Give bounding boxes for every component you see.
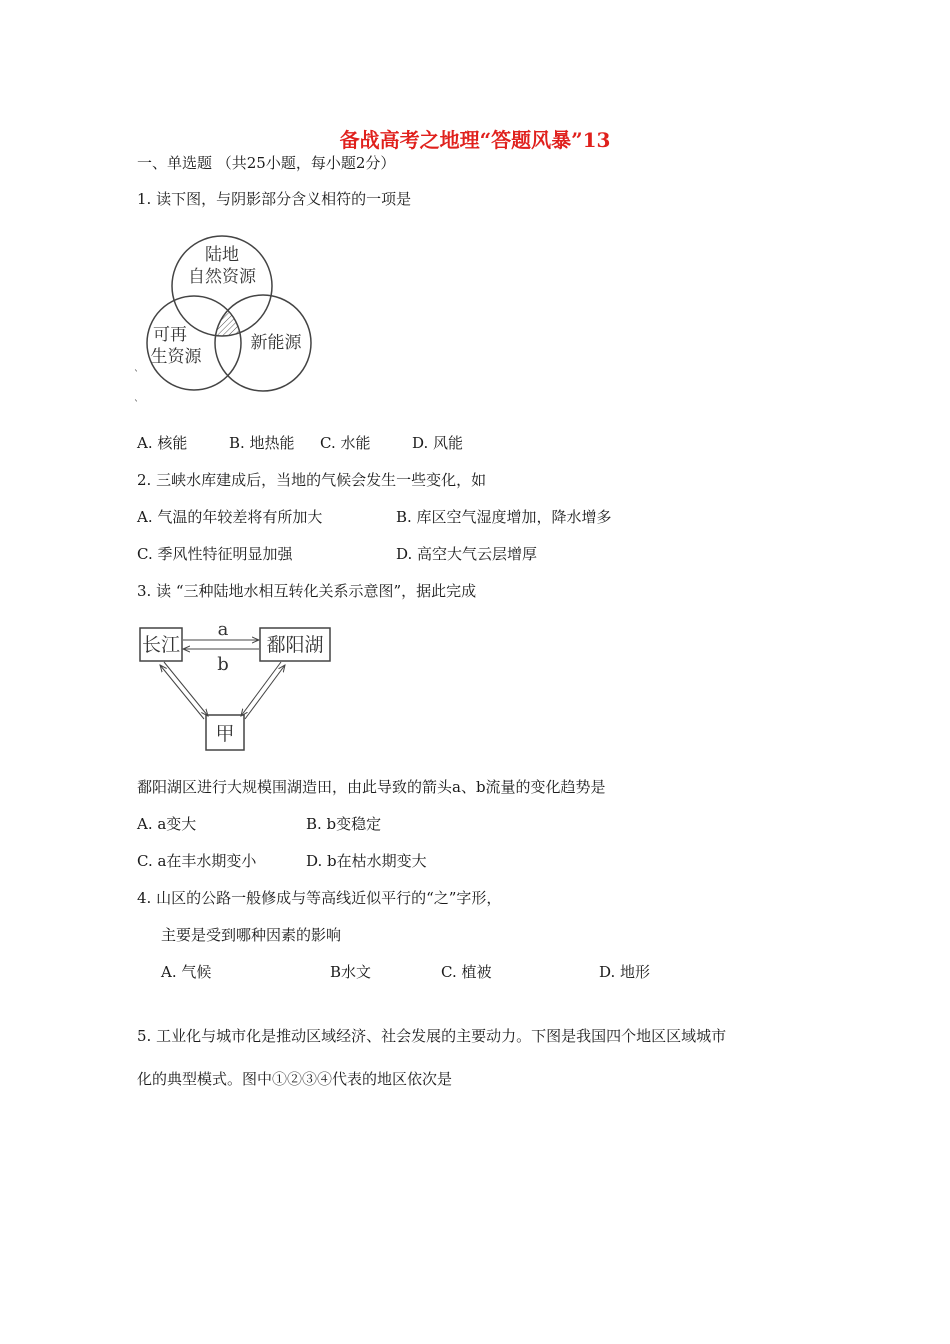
q3-option-c: C. a在丰水期变小 bbox=[137, 852, 257, 870]
venn-diagram bbox=[132, 228, 322, 413]
water-cycle-diagram bbox=[138, 618, 338, 758]
label-poyang-lake: 鄱阳湖 bbox=[266, 634, 324, 656]
q4-option-b: B水文 bbox=[330, 963, 372, 981]
q5-stem-2: 化的典型模式。图中①②③④代表的地区依次是 bbox=[137, 1070, 453, 1088]
q2-option-c: C. 季风性特征明显加强 bbox=[137, 545, 293, 563]
venn-label-top-1: 陆地 bbox=[205, 245, 239, 265]
q3-option-d: D. b在枯水期变大 bbox=[306, 852, 427, 870]
q1-stem: 1. 读下图，与阴影部分含义相符的一项是 bbox=[137, 190, 412, 208]
label-changjiang: 长江 bbox=[141, 634, 181, 656]
venn-label-right: 新能源 bbox=[250, 333, 302, 353]
q4-option-d: D. 地形 bbox=[599, 963, 651, 981]
q2-option-b: B. 库区空气湿度增加，降水增多 bbox=[396, 508, 612, 526]
q4-stem: 4. 山区的公路一般修成与等高线近似平行的“之”字形， bbox=[137, 889, 502, 907]
venn-label-left-2: 生资源 bbox=[150, 347, 202, 367]
q1-option-a: A. 核能 bbox=[137, 434, 188, 452]
q1-option-b: B. 地热能 bbox=[229, 434, 295, 452]
q4-option-c: C. 植被 bbox=[441, 963, 492, 981]
q4-stem-2: 主要是受到哪种因素的影响 bbox=[161, 926, 342, 944]
label-b: b bbox=[217, 654, 229, 675]
q3-option-a: A. a变大 bbox=[137, 815, 197, 833]
q5-stem: 5. 工业化与城市化是推动区域经济、社会发展的主要动力。下图是我国四个地区区域城市 bbox=[137, 1027, 727, 1045]
q3-stem: 3. 读 “三种陆地水相互转化关系示意图”，据此完成 bbox=[137, 582, 477, 600]
venn-label-top-2: 自然资源 bbox=[188, 267, 256, 287]
q1-option-c: C. 水能 bbox=[320, 434, 371, 452]
venn-label-left-1: 可再 bbox=[153, 325, 187, 345]
q4-option-a: A. 气候 bbox=[161, 963, 212, 981]
q2-stem: 2. 三峡水库建成后，当地的气候会发生一些变化，如 bbox=[137, 471, 487, 489]
section-heading: 一、单选题 （共25小题，每小题2分） bbox=[137, 154, 396, 172]
q3-option-b: B. b变稳定 bbox=[306, 815, 382, 833]
q2-option-d: D. 高空大气云层增厚 bbox=[396, 545, 538, 563]
svg-text:`: ` bbox=[134, 400, 139, 411]
page-title: 备战高考之地理“答题风暴”13 bbox=[339, 128, 611, 152]
label-a: a bbox=[217, 619, 229, 640]
q3-question: 鄱阳湖区进行大规模围湖造田，由此导致的箭头a、b流量的变化趋势是 bbox=[137, 778, 606, 796]
q2-option-a: A. 气温的年较差将有所加大 bbox=[137, 508, 323, 526]
q1-option-d: D. 风能 bbox=[412, 434, 464, 452]
svg-text:`: ` bbox=[134, 370, 139, 381]
label-jia: 甲 bbox=[215, 723, 235, 745]
